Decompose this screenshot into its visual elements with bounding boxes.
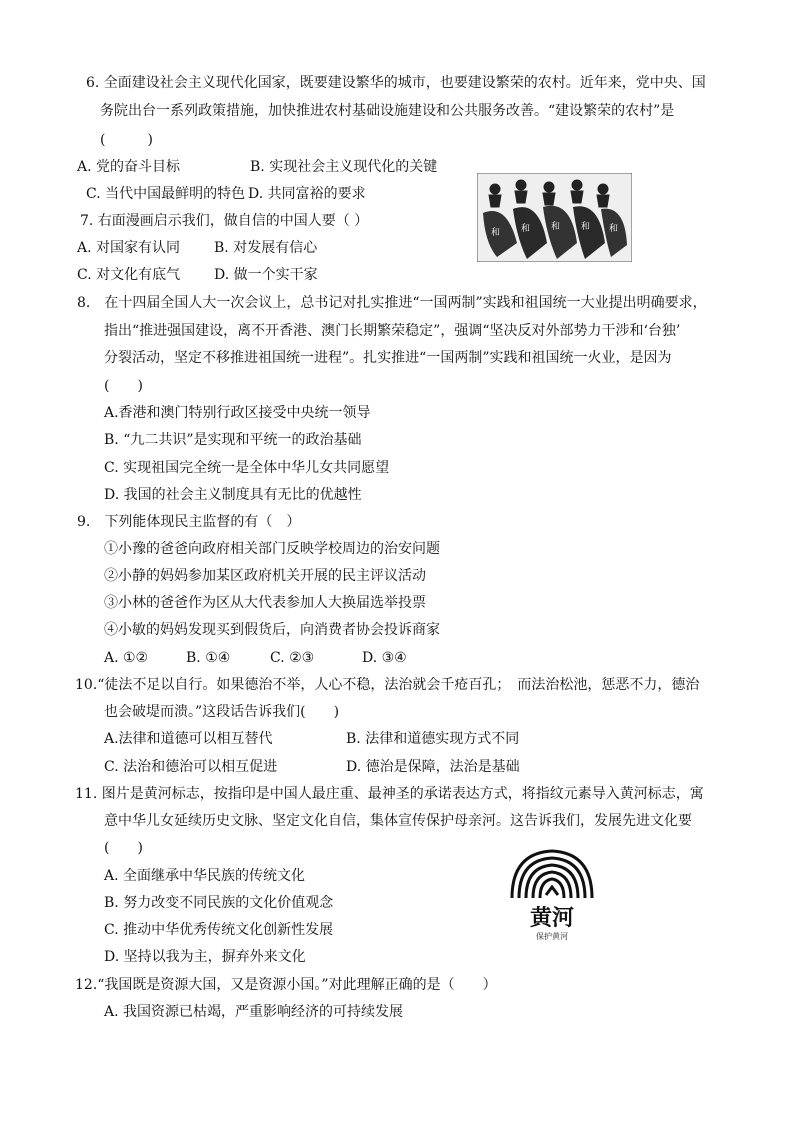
q10-option-a: A.法律和道德可以相互替代 <box>104 731 273 747</box>
q6-stem-line2: 务院出台一系列政策措施，加快推进农村基础设施建设和公共服务改善。“建设繁荣的农村”是 <box>100 103 675 119</box>
q6-option-d: D. 共同富裕的要求 <box>248 186 366 202</box>
q11-answer-paren: ( ) <box>104 840 143 856</box>
q8-option-d: D. 我国的社会主义制度具有无比的优越性 <box>104 487 362 503</box>
q6-stem-line1: 6. 全面建设社会主义现代化国家，既要建设繁华的城市，也要建设繁荣的农村。近年来，党中央、国 <box>86 75 706 91</box>
q9-item-1: ①小豫的爸爸向政府相关部门反映学校周边的治安问题 <box>104 541 440 557</box>
q12-option-a: A. 我国资源已枯竭，严重影响经济的可持续发展 <box>104 1004 404 1020</box>
logo-caption: 保护黄河 <box>536 932 568 941</box>
q11-option-a: A. 全面继承中华民族的传统文化 <box>104 868 306 884</box>
q8-stem-line1: 8. 在十四届全国人大一次会议上，总书记对扎实推进“一国两制”实践和祖国统一大业提出明确要求， <box>77 295 707 311</box>
q7-stem: 7. 右面漫画启示我们，做自信的中国人要（ ） <box>80 213 369 229</box>
q7-option-b: B. 对发展有信心 <box>214 240 318 256</box>
q9-option-b: B. ①④ <box>186 650 231 666</box>
q12-stem: 12.“我国既是资源大国，又是资源小国。”对此理解正确的是（ ） <box>75 977 497 993</box>
q11-option-b: B. 努力改变不同民族的文化价值观念 <box>104 895 334 911</box>
q10-stem-line1: 10.“徒法不足以自行。如果德治不举，人心不稳，法治就会千疮百孔； 而法治松池，惩恶不力，德治 <box>75 677 700 693</box>
q7-option-d: D. 做一个实干家 <box>214 267 318 283</box>
q11-stem-line2: 意中华儿女延续历史文脉、坚定文化自信，集体宣传保护母亲河。这告诉我们，发展先进文化要 <box>104 813 692 829</box>
q11-stem-line1: 11. 图片是黄河标志，按指印是中国人最庄重、最神圣的承诺表达方式，将指纹元素导入黄河标志，寓 <box>75 786 704 802</box>
q6-option-c: C. 当代中国最鲜明的特色 <box>86 186 246 202</box>
q8-option-b: B. “九二共识”是实现和平统一的政治基础 <box>104 432 362 448</box>
q11-option-c: C. 推动中华优秀传统文化创新性发展 <box>104 922 334 938</box>
q10-option-c: C. 法治和德治可以相互促进 <box>104 759 278 775</box>
q10-option-d: D. 德治是保障，法治是基础 <box>346 759 520 775</box>
yellow-river-logo <box>502 843 602 943</box>
cartoon-label-4: 和 <box>581 222 591 232</box>
cartoon-label-3: 和 <box>551 222 561 232</box>
q9-item-2: ②小静的妈妈参加某区政府机关开展的民主评议活动 <box>104 568 426 584</box>
cartoon-label-2: 和 <box>521 224 531 234</box>
q9-option-a: A. ①② <box>104 650 149 666</box>
q8-option-a: A.香港和澳门特别行政区接受中央统一领导 <box>104 405 371 421</box>
q9-item-4: ④小敏的妈妈发现买到假货后，向消费者协会投诉商家 <box>104 622 440 638</box>
q7-option-a: A. 对国家有认同 <box>77 240 181 256</box>
q8-option-c: C. 实现祖国完全统一是全体中华儿女共同愿望 <box>104 460 390 476</box>
logo-text: 黄河 <box>529 906 575 931</box>
q8-stem-line2: 指出“推进强国建设，离不开香港、澳门长期繁荣稳定”，强调“坚决反对外部势力干涉和‘台独’ <box>104 323 681 339</box>
q8-answer-paren: ( ) <box>104 378 143 394</box>
cartoon-label-1: 和 <box>491 228 501 238</box>
q9-option-d: D. ③④ <box>362 650 407 666</box>
q9-stem: 9. 下列能体现民主监督的有（ ） <box>77 514 301 530</box>
cartoon-image <box>477 173 632 262</box>
q6-answer-paren: ( ) <box>100 132 153 148</box>
q7-option-c: C. 对文化有底气 <box>77 267 181 283</box>
q6-option-a: A. 党的奋斗目标 <box>77 159 181 175</box>
q10-stem-line2: 也会破堤而溃。”这段话告诉我们( ) <box>104 704 340 720</box>
q8-stem-line3: 分裂活动，坚定不移推进祖国统一进程”。扎实推进“一国两制”实践和祖国统一火业，是因为 <box>104 350 672 366</box>
q6-option-b: B. 实现社会主义现代化的关键 <box>250 159 438 175</box>
q9-option-c: C. ②③ <box>270 650 315 666</box>
q9-item-3: ③小林的爸爸作为区从大代表参加人大换届选举投票 <box>104 595 426 611</box>
cartoon-label-5: 和 <box>609 224 619 234</box>
q10-option-b: B. 法律和道德实现方式不同 <box>346 731 520 747</box>
q11-option-d: D. 坚持以我为主，摒弃外来文化 <box>104 949 306 965</box>
